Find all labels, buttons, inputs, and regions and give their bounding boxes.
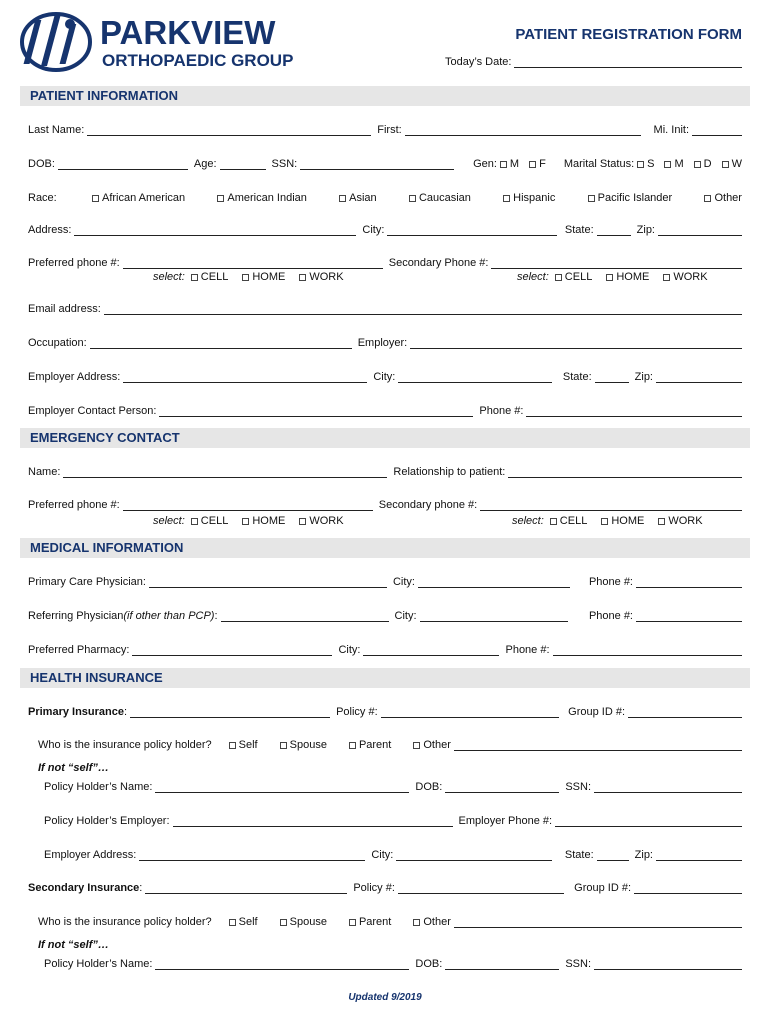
section-title: HEALTH INSURANCE [30,670,163,685]
secondary-holder-name-label: Policy Holder’s Name: [44,958,153,970]
race-option-asian[interactable] [339,192,377,204]
secondary-phone-type [517,270,722,284]
ssn-field[interactable] [300,158,454,170]
checkbox-icon[interactable] [588,195,595,202]
employer-field[interactable] [410,337,742,349]
option-label: HOME [252,271,286,283]
checkbox-icon[interactable] [664,161,671,168]
address-field[interactable] [74,224,356,236]
secondary-phone-label: Secondary Phone #: [388,257,489,269]
first-name-label: First: [377,124,402,136]
option-label: HOME [616,271,650,283]
primary-employer-state-label: State: [564,849,594,861]
option-label: CELL [200,271,229,283]
option-label: Other [423,739,451,751]
pcp-phone-field[interactable] [636,576,742,588]
primary-holder-employer-field[interactable] [173,815,453,827]
checkbox-icon[interactable] [409,195,416,202]
secondary-group-label: Group ID #: [574,882,631,894]
phone-type-work[interactable] [658,515,702,527]
option-label: F [539,158,546,170]
checkbox-icon[interactable] [500,161,507,168]
option-label: Other [423,916,451,928]
select-label: select: [153,515,185,527]
employer-contact-label: Employer Contact Person: [28,405,157,417]
employer-state-field[interactable] [595,371,629,383]
option-label: CELL [564,271,593,283]
referring-colon: : [214,610,218,622]
secondary-holder-parent[interactable] [349,916,391,928]
pcp-field[interactable] [149,576,387,588]
option-label: Other [714,192,742,204]
marital-s-option[interactable] [637,158,654,170]
checkbox-icon[interactable] [191,274,198,281]
primary-policy-label: Policy #: [336,706,378,718]
address-label: Address: [28,224,72,236]
select-label: select: [512,515,544,527]
pharmacy-city-field[interactable] [363,644,499,656]
race-option-african-american[interactable] [92,192,185,204]
gender-label: Gen: [473,158,497,170]
primary-holder-self[interactable] [229,739,258,751]
section-emergency-contact [20,428,750,448]
primary-employer-city-field[interactable] [396,849,552,861]
option-label: WORK [673,271,708,283]
age-label: Age: [193,158,217,170]
checkbox-icon[interactable] [242,518,249,525]
primary-employer-zip-label: Zip: [634,849,653,861]
city-label: City: [362,224,385,236]
emergency-preferred-phone-field[interactable] [123,499,373,511]
primary-holder-name-label: Policy Holder’s Name: [44,781,153,793]
option-label: WORK [309,515,344,527]
secondary-holder-ssn-field[interactable] [594,958,742,970]
primary-holder-parent[interactable] [349,739,391,751]
checkbox-icon[interactable] [92,195,99,202]
checkbox-icon[interactable] [229,742,236,749]
race-option-pacific-islander[interactable] [588,192,673,204]
marital-w-option[interactable] [722,158,742,170]
employer-zip-field[interactable] [656,371,742,383]
option-label: WORK [309,271,344,283]
checkbox-icon[interactable] [663,274,670,281]
secondary-insurance-label: Secondary Insurance [28,882,140,894]
option-label: Spouse [289,916,327,928]
referring-phone-field[interactable] [636,610,742,622]
marital-status-label: Marital Status: [563,158,635,170]
checkbox-icon[interactable] [550,518,557,525]
occupation-label: Occupation: [28,337,87,349]
primary-holder-other-field[interactable] [454,739,742,751]
primary-employer-address-label: Employer Address: [44,849,137,861]
option-label: W [731,158,742,170]
checkbox-icon[interactable] [242,274,249,281]
logo-sub-text: ORTHOPAEDIC GROUP [102,51,294,70]
pcp-city-label: City: [392,576,415,588]
primary-employer-zip-field[interactable] [656,849,742,861]
zip-field[interactable] [658,224,742,236]
gender-f-option[interactable] [529,158,546,170]
todays-date-label: Today’s Date: [445,56,512,68]
emergency-secondary-phone-type [512,514,717,528]
employer-address-label: Employer Address: [28,371,121,383]
marital-m-option[interactable] [664,158,683,170]
secondary-holder-spouse[interactable] [280,916,327,928]
state-field[interactable] [597,224,631,236]
checkbox-icon[interactable] [658,518,665,525]
checkbox-icon[interactable] [349,742,356,749]
dob-label: DOB: [28,158,55,170]
option-label: Asian [349,192,377,204]
secondary-policy-field[interactable] [398,882,564,894]
checkbox-icon[interactable] [529,161,536,168]
option-label: Pacific Islander [597,192,673,204]
option-label: CELL [559,515,588,527]
referring-city-label: City: [394,610,417,622]
primary-employer-address-field[interactable] [139,849,365,861]
option-label: Spouse [289,739,327,751]
pcp-city-field[interactable] [418,576,570,588]
checkbox-icon[interactable] [601,518,608,525]
pcp-label: Primary Care Physician: [28,576,146,588]
section-title: EMERGENCY CONTACT [30,430,180,445]
pharmacy-phone-field[interactable] [553,644,742,656]
secondary-phone-field[interactable] [491,257,742,269]
checkbox-icon[interactable] [704,195,711,202]
checkbox-icon[interactable] [191,518,198,525]
checkbox-icon[interactable] [349,919,356,926]
colon: : [139,882,143,894]
zip-label: Zip: [636,224,655,236]
email-field[interactable] [104,303,742,315]
phone-type-work[interactable] [299,515,343,527]
employer-state-label: State: [562,371,592,383]
race-option-caucasian[interactable] [409,192,471,204]
checkbox-icon[interactable] [280,742,287,749]
phone-type-cell[interactable] [550,515,588,527]
option-label: S [647,158,655,170]
checkbox-icon[interactable] [299,518,306,525]
checkbox-icon[interactable] [413,919,420,926]
mi-label: Mi. Init: [653,124,689,136]
employer-contact-field[interactable] [159,405,473,417]
city-field[interactable] [387,224,557,236]
referring-note: (if other than PCP) [123,610,215,622]
primary-employer-city-label: City: [371,849,394,861]
occupation-field[interactable] [90,337,352,349]
phone-type-home[interactable] [242,271,285,283]
phone-type-home[interactable] [242,515,285,527]
emergency-preferred-phone-label: Preferred phone #: [28,499,120,511]
primary-if-not-self: If not “self”… [38,762,109,774]
referring-label: Referring Physician [28,610,124,622]
checkbox-icon[interactable] [722,161,729,168]
checkbox-icon[interactable] [299,274,306,281]
secondary-holder-name-field[interactable] [155,958,409,970]
checkbox-icon[interactable] [280,919,287,926]
secondary-holder-dob-label: DOB: [415,958,443,970]
relationship-field[interactable] [508,466,742,478]
referring-phone-label: Phone #: [588,610,633,622]
secondary-holder-other[interactable] [413,916,451,928]
emergency-secondary-phone-label: Secondary phone #: [378,499,478,511]
logo-main-text: PARKVIEW [100,14,276,51]
primary-holder-name-field[interactable] [155,781,409,793]
referring-city-field[interactable] [420,610,568,622]
phone-type-cell[interactable] [191,515,229,527]
preferred-phone-label: Preferred phone #: [28,257,120,269]
option-label: CELL [200,515,229,527]
primary-holder-dob-label: DOB: [415,781,443,793]
option-label: Caucasian [418,192,471,204]
option-label: Self [238,739,258,751]
select-label: select: [153,271,185,283]
race-row [28,188,742,204]
primary-group-label: Group ID #: [568,706,625,718]
section-patient-information [20,86,750,106]
primary-holder-dob-field[interactable] [445,781,559,793]
primary-holder-question: Who is the insurance policy holder? [38,739,212,751]
employer-city-label: City: [373,371,396,383]
emergency-name-label: Name: [28,466,61,478]
primary-employer-state-field[interactable] [597,849,629,861]
employer-address-field[interactable] [123,371,367,383]
primary-insurance-field[interactable] [130,706,330,718]
option-label: Hispanic [513,192,556,204]
referring-field[interactable] [221,610,389,622]
employer-city-field[interactable] [398,371,552,383]
age-field[interactable] [220,158,266,170]
option-label: M [509,158,520,170]
preferred-phone-field[interactable] [123,257,383,269]
emergency-preferred-phone-type [153,514,358,528]
checkbox-icon[interactable] [694,161,701,168]
emergency-name-field[interactable] [63,466,387,478]
race-label: Race: [28,192,57,204]
secondary-holder-ssn-label: SSN: [565,958,592,970]
colon: : [124,706,128,718]
checkbox-icon[interactable] [503,195,510,202]
employer-contact-phone-field[interactable] [526,405,742,417]
section-health-insurance [20,668,750,688]
state-label: State: [564,224,594,236]
footer-updated: Updated 9/2019 [348,992,422,1003]
pharmacy-field[interactable] [132,644,332,656]
phone-type-cell[interactable] [191,271,229,283]
employer-label: Employer: [357,337,408,349]
primary-holder-spouse[interactable] [280,739,327,751]
secondary-policy-label: Policy #: [353,882,395,894]
gender-m-option[interactable] [500,158,519,170]
dob-field[interactable] [58,158,188,170]
race-option-american-indian[interactable] [217,192,307,204]
pcp-phone-label: Phone #: [588,576,633,588]
employer-zip-label: Zip: [634,371,653,383]
option-label: Parent [358,739,392,751]
mi-field[interactable] [692,124,742,136]
relationship-label: Relationship to patient: [393,466,506,478]
primary-employer-phone-field[interactable] [555,815,742,827]
option-label: Self [238,916,258,928]
section-medical-information [20,538,750,558]
option-label: American Indian [227,192,307,204]
option-label: Parent [358,916,392,928]
phone-type-cell[interactable] [555,271,593,283]
race-option-other[interactable] [704,192,742,204]
option-label: African American [102,192,186,204]
option-label: M [674,158,684,170]
parkview-logo [18,10,318,74]
option-label: HOME [611,515,645,527]
secondary-holder-question: Who is the insurance policy holder? [38,916,212,928]
checkbox-icon[interactable] [413,742,420,749]
section-title: MEDICAL INFORMATION [30,540,184,555]
checkbox-icon[interactable] [637,161,644,168]
primary-holder-other[interactable] [413,739,451,751]
first-name-field[interactable] [405,124,641,136]
marital-d-option[interactable] [694,158,712,170]
preferred-phone-type [153,270,358,284]
secondary-holder-self[interactable] [229,916,258,928]
secondary-group-field[interactable] [634,882,742,894]
checkbox-icon[interactable] [606,274,613,281]
pharmacy-city-label: City: [338,644,361,656]
checkbox-icon[interactable] [217,195,224,202]
checkbox-icon[interactable] [229,919,236,926]
primary-employer-phone-label: Employer Phone #: [458,815,553,827]
emergency-secondary-phone-field[interactable] [480,499,742,511]
employer-contact-phone-label: Phone #: [479,405,524,417]
checkbox-icon[interactable] [555,274,562,281]
primary-insurance-label: Primary Insurance [28,706,124,718]
pharmacy-label: Preferred Pharmacy: [28,644,130,656]
todays-date-field[interactable] [514,56,742,68]
option-label: HOME [252,515,286,527]
option-label: D [703,158,712,170]
primary-policy-field[interactable] [381,706,559,718]
secondary-holder-other-field[interactable] [454,916,742,928]
secondary-holder-dob-field[interactable] [445,958,559,970]
primary-holder-employer-label: Policy Holder’s Employer: [44,815,170,827]
phone-type-work[interactable] [299,271,343,283]
form-title: PATIENT REGISTRATION FORM [515,26,742,43]
race-option-hispanic[interactable] [503,192,555,204]
primary-holder-ssn-field[interactable] [594,781,742,793]
secondary-insurance-field[interactable] [145,882,347,894]
primary-holder-ssn-label: SSN: [565,781,592,793]
select-label: select: [517,271,549,283]
checkbox-icon[interactable] [339,195,346,202]
last-name-field[interactable] [87,124,371,136]
ssn-label: SSN: [271,158,298,170]
last-name-label: Last Name: [28,124,85,136]
phone-type-work[interactable] [663,271,707,283]
pharmacy-phone-label: Phone #: [505,644,550,656]
phone-type-home[interactable] [601,515,644,527]
phone-type-home[interactable] [606,271,649,283]
email-label: Email address: [28,303,101,315]
option-label: WORK [668,515,703,527]
secondary-if-not-self: If not “self”… [38,939,109,951]
primary-group-field[interactable] [628,706,742,718]
section-title: PATIENT INFORMATION [30,88,179,103]
